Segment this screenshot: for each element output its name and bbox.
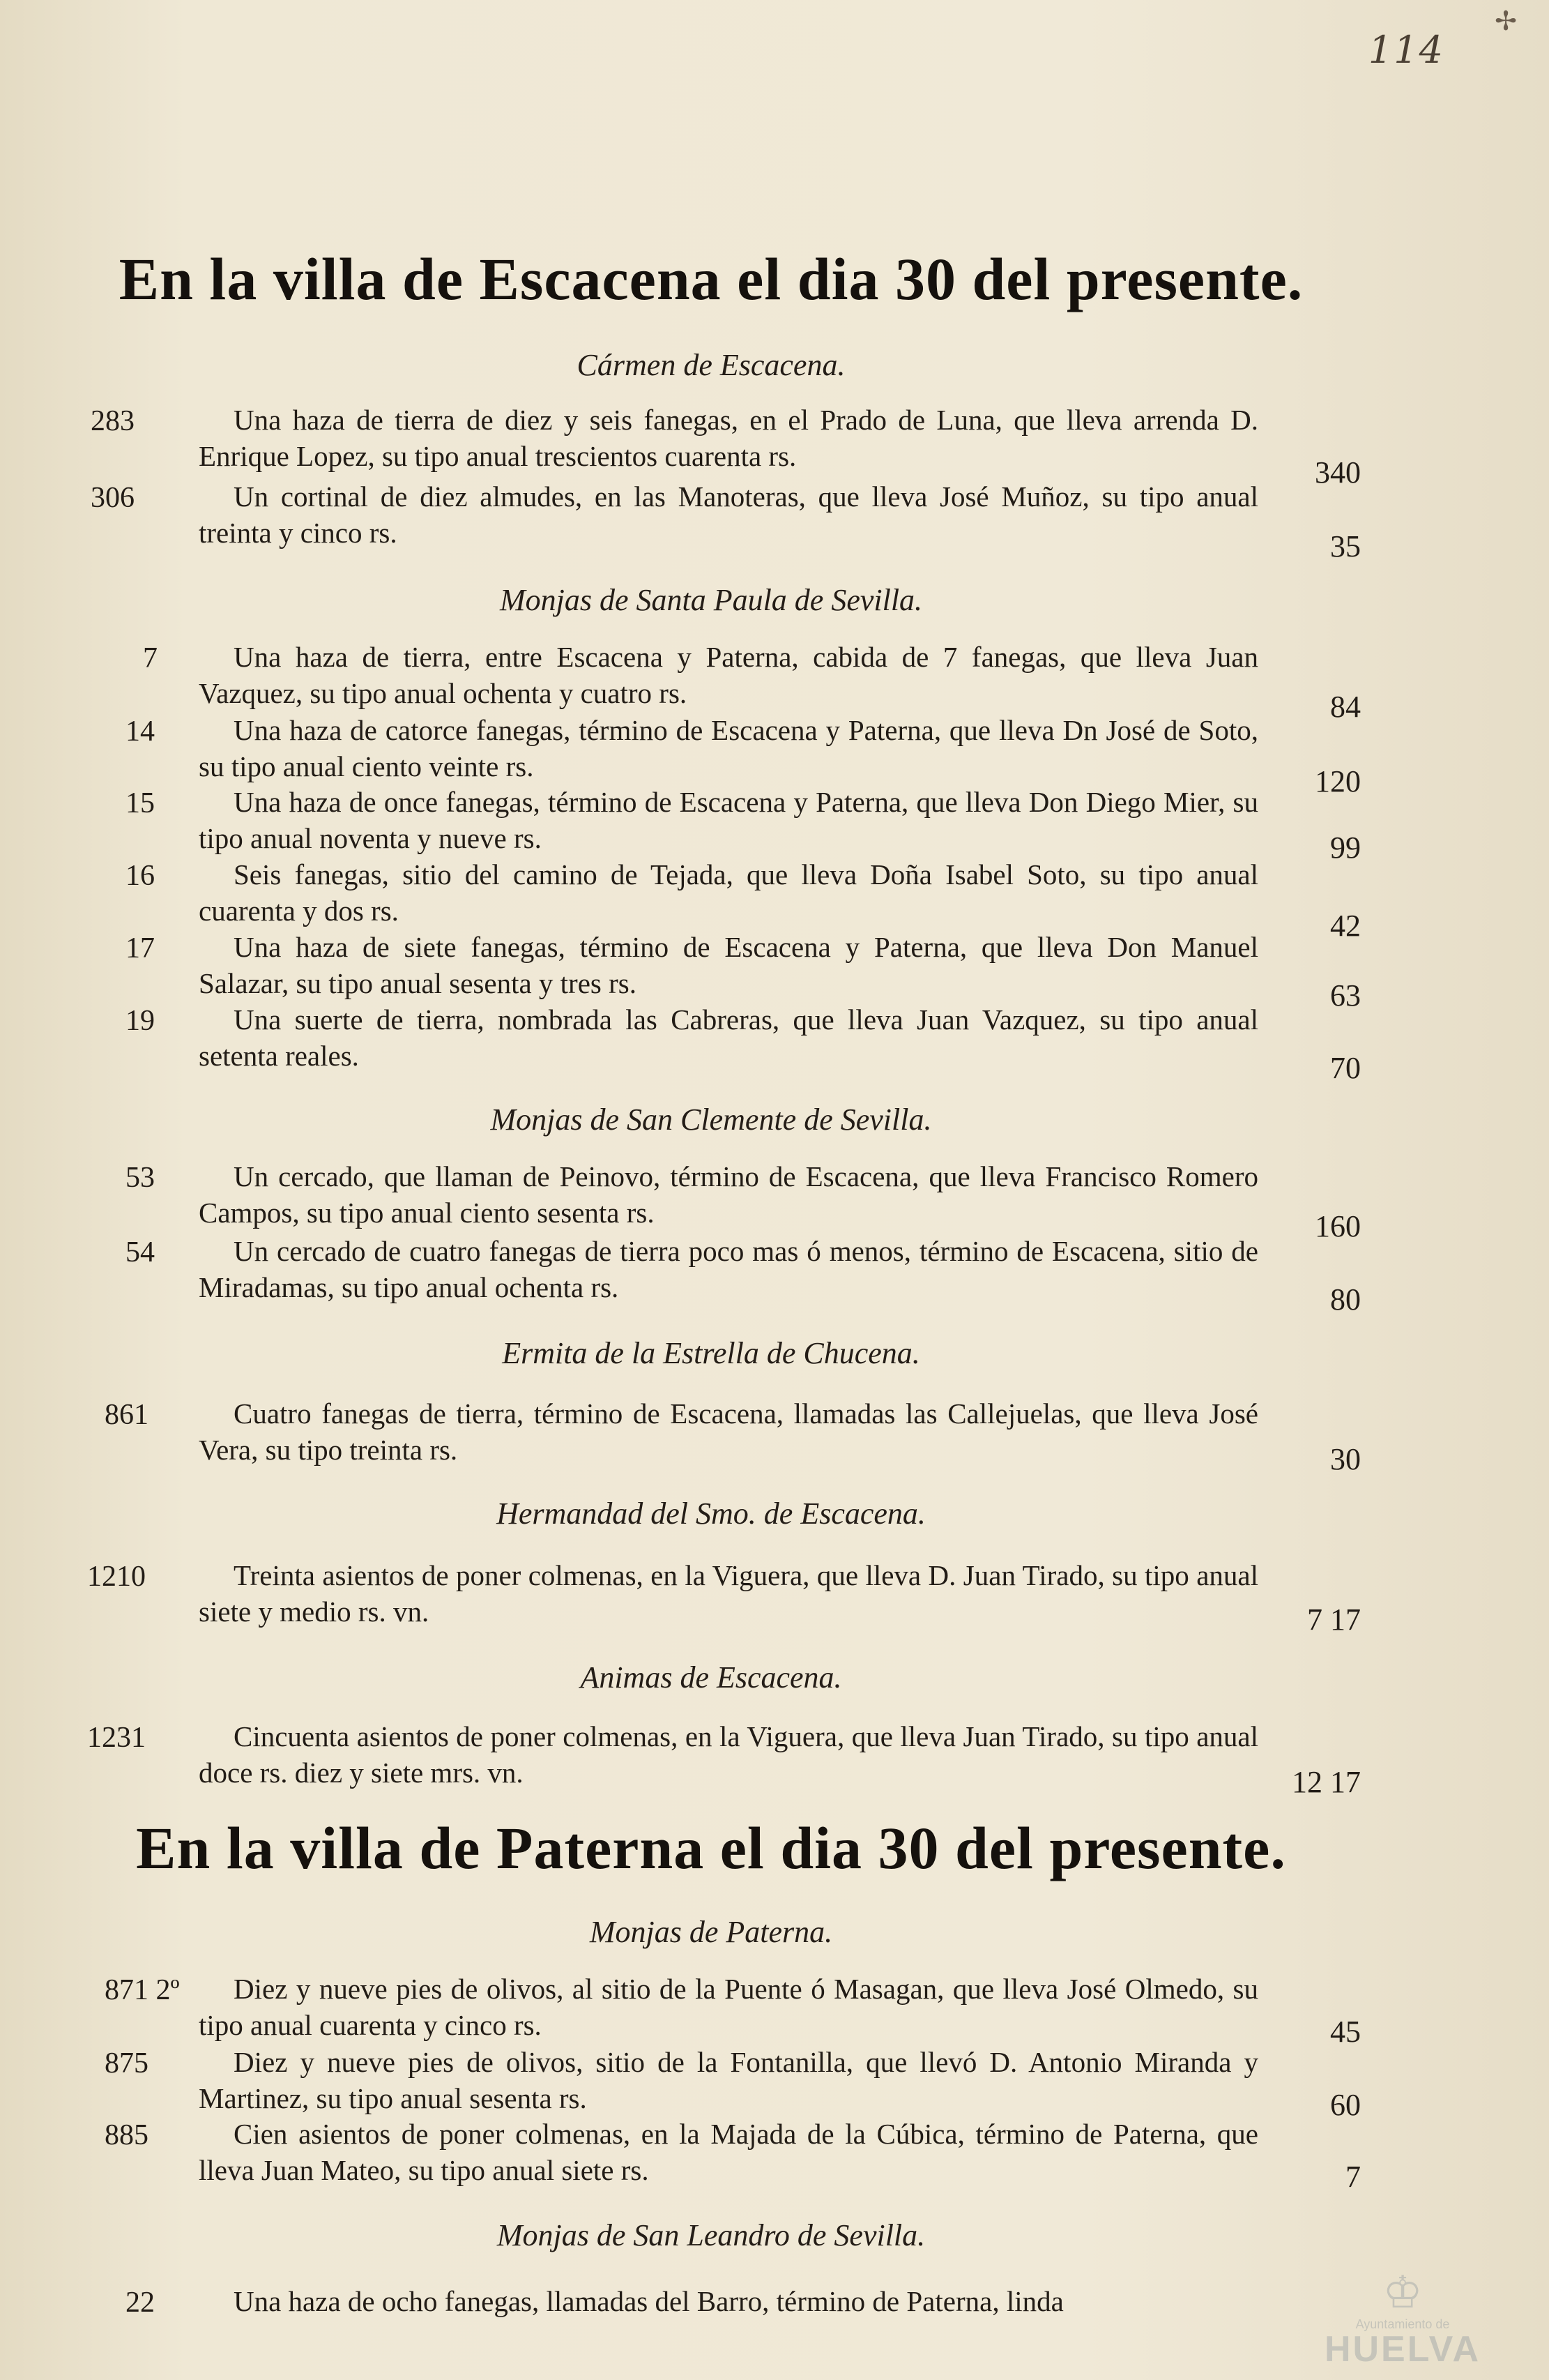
entry-text: Una haza de catorce fanegas, término de Escacena y Paterna, que lleva Dn José de Soto, su tipo anual ciento veinte rs. <box>199 714 1258 782</box>
entry-number: 875 <box>105 2047 148 2079</box>
watermark-subtitle: Ayuntamiento de <box>1355 2317 1450 2331</box>
entry-number: 22 <box>125 2287 155 2319</box>
entry-text: Cuatro fanegas de tierra, término de Escacena, llamadas las Callejuelas, que lleva José Vera, su tipo treinta rs. <box>199 1397 1258 1466</box>
entry-value: 80 <box>1330 1282 1361 1317</box>
entry-text: Un cortinal de diez almudes, en las Manoteras, que lleva José Muñoz, su tipo anual treinta y cinco rs. <box>199 480 1258 549</box>
heading-paterna: En la villa de Paterna el dia 30 del presente. <box>136 1814 1286 1881</box>
entry-number: 54 <box>125 1236 155 1268</box>
entry-value: 63 <box>1330 978 1361 1013</box>
entry-283 <box>0 404 1549 488</box>
entry-number: 1210 <box>87 1561 146 1593</box>
entry-text: Treinta asientos de poner colmenas, en la Viguera, que lleva D. Juan Tirado, su tipo anual siete y medio rs. vn. <box>199 1559 1258 1628</box>
section-carmen: Cármen de Escacena. <box>577 348 846 382</box>
entry-value: 30 <box>1330 1442 1361 1476</box>
entry-value: 42 <box>1330 909 1361 943</box>
entry-1210 <box>0 1560 1549 1644</box>
entry-number: 16 <box>125 860 155 892</box>
entry-value: 60 <box>1330 2088 1361 2122</box>
crest-icon: ♔ <box>1382 2267 1423 2319</box>
entry-value: 99 <box>1330 831 1361 865</box>
section-estrella: Ermita de la Estrella de Chucena. <box>502 1336 920 1370</box>
section-san-leandro: Monjas de San Leandro de Sevilla. <box>496 2218 926 2252</box>
entry-19 <box>0 1004 1549 1088</box>
entry-number: 14 <box>125 715 155 748</box>
archive-watermark <box>1305 2267 1500 2370</box>
entry-value: 45 <box>1330 2015 1361 2049</box>
entry-text: Diez y nueve pies de olivos, sitio de la Fontanilla, que llevó D. Antonio Miranda y Martinez, su tipo anual sesenta rs. <box>199 2046 1258 2114</box>
section-san-clemente: Monjas de San Clemente de Sevilla. <box>490 1102 932 1137</box>
entry-value: 84 <box>1330 690 1361 724</box>
entry-text: Cincuenta asientos de poner colmenas, en la Viguera, que lleva Juan Tirado, su tipo anual doce rs. diez y siete mrs. vn. <box>199 1720 1258 1789</box>
entry-number: 7 <box>143 642 158 674</box>
entry-number: 19 <box>125 1005 155 1037</box>
entry-number: 53 <box>125 1162 155 1194</box>
corner-mark-icon: ✢ <box>1495 6 1517 36</box>
entry-number: 15 <box>125 787 155 819</box>
entry-value: 35 <box>1330 529 1361 563</box>
entry-value: 7 17 <box>1307 1602 1361 1637</box>
entry-number: 871 2º <box>105 1974 180 2006</box>
entry-value: 160 <box>1315 1209 1361 1243</box>
section-santa-paula: Monjas de Santa Paula de Sevilla. <box>499 583 923 617</box>
entry-number: 17 <box>125 932 155 964</box>
entry-text: Una haza de tierra de diez y seis fanegas, en el Prado de Luna, que lleva arrenda D. Enrique Lopez, su tipo anual trescientos cuarenta rs. <box>199 404 1258 472</box>
entry-text: Un cercado de cuatro fanegas de tierra poco mas ó menos, término de Escacena, sitio de Miradamas, su tipo anual ochenta rs. <box>199 1235 1258 1303</box>
entry-306 <box>0 481 1549 565</box>
section-hermandad: Hermandad del Smo. de Escacena. <box>496 1496 926 1531</box>
entry-value: 70 <box>1330 1051 1361 1085</box>
entry-text: Una haza de siete fanegas, término de Escacena y Paterna, que lleva Don Manuel Salazar, su tipo anual sesenta y tres rs. <box>199 931 1258 999</box>
entry-number: 885 <box>105 2119 148 2151</box>
entry-value: 12 17 <box>1292 1765 1361 1799</box>
entry-value: 340 <box>1315 455 1361 490</box>
entry-text: Una suerte de tierra, nombrada las Cabreras, que lleva Juan Vazquez, su tipo anual setenta reales. <box>199 1003 1258 1072</box>
entry-text: Diez y nueve pies de olivos, al sitio de la Puente ó Masagan, que lleva José Olmedo, su tipo anual cuarenta y cinco rs. <box>199 1973 1258 2041</box>
entry-text: Un cercado, que llaman de Peinovo, término de Escacena, que lleva Francisco Romero Campos, su tipo anual ciento sesenta rs. <box>199 1160 1258 1229</box>
entry-text: Seis fanegas, sitio del camino de Tejada, que lleva Doña Isabel Soto, su tipo anual cuarenta y dos rs. <box>199 858 1258 927</box>
entry-1231 <box>0 1721 1549 1805</box>
heading-escacena: En la villa de Escacena el dia 30 del presente. <box>119 245 1304 312</box>
entry-861 <box>0 1398 1549 1482</box>
entry-value: 7 <box>1345 2160 1361 2194</box>
entry-text: Cien asientos de poner colmenas, en la Majada de la Cúbica, término de Paterna, que lleva Juan Mateo, su tipo anual siete rs. <box>199 2118 1258 2186</box>
section-paterna: Monjas de Paterna. <box>589 1915 833 1949</box>
entry-text: Una haza de once fanegas, término de Escacena y Paterna, que lleva Don Diego Mier, su tipo anual noventa y nueve rs. <box>199 786 1258 854</box>
entry-number: 283 <box>91 405 135 437</box>
entry-number: 861 <box>105 1399 148 1431</box>
watermark-name: HUELVA <box>1324 2329 1481 2370</box>
section-animas: Animas de Escacena. <box>580 1660 842 1695</box>
entry-53 <box>0 1161 1549 1245</box>
entry-885 <box>0 2118 1549 2202</box>
entry-text: Una haza de ocho fanegas, llamadas del Barro, término de Paterna, linda <box>234 2285 1064 2317</box>
entry-number: 306 <box>91 482 135 514</box>
entry-text: Una haza de tierra, entre Escacena y Paterna, cabida de 7 fanegas, que lleva Juan Vazquez, su tipo anual ochenta y cuatro rs. <box>199 641 1258 709</box>
entry-number: 1231 <box>87 1722 146 1754</box>
entry-value: 120 <box>1315 764 1361 798</box>
entry-54 <box>0 1236 1549 1319</box>
folio-number: 114 <box>1368 28 1444 72</box>
